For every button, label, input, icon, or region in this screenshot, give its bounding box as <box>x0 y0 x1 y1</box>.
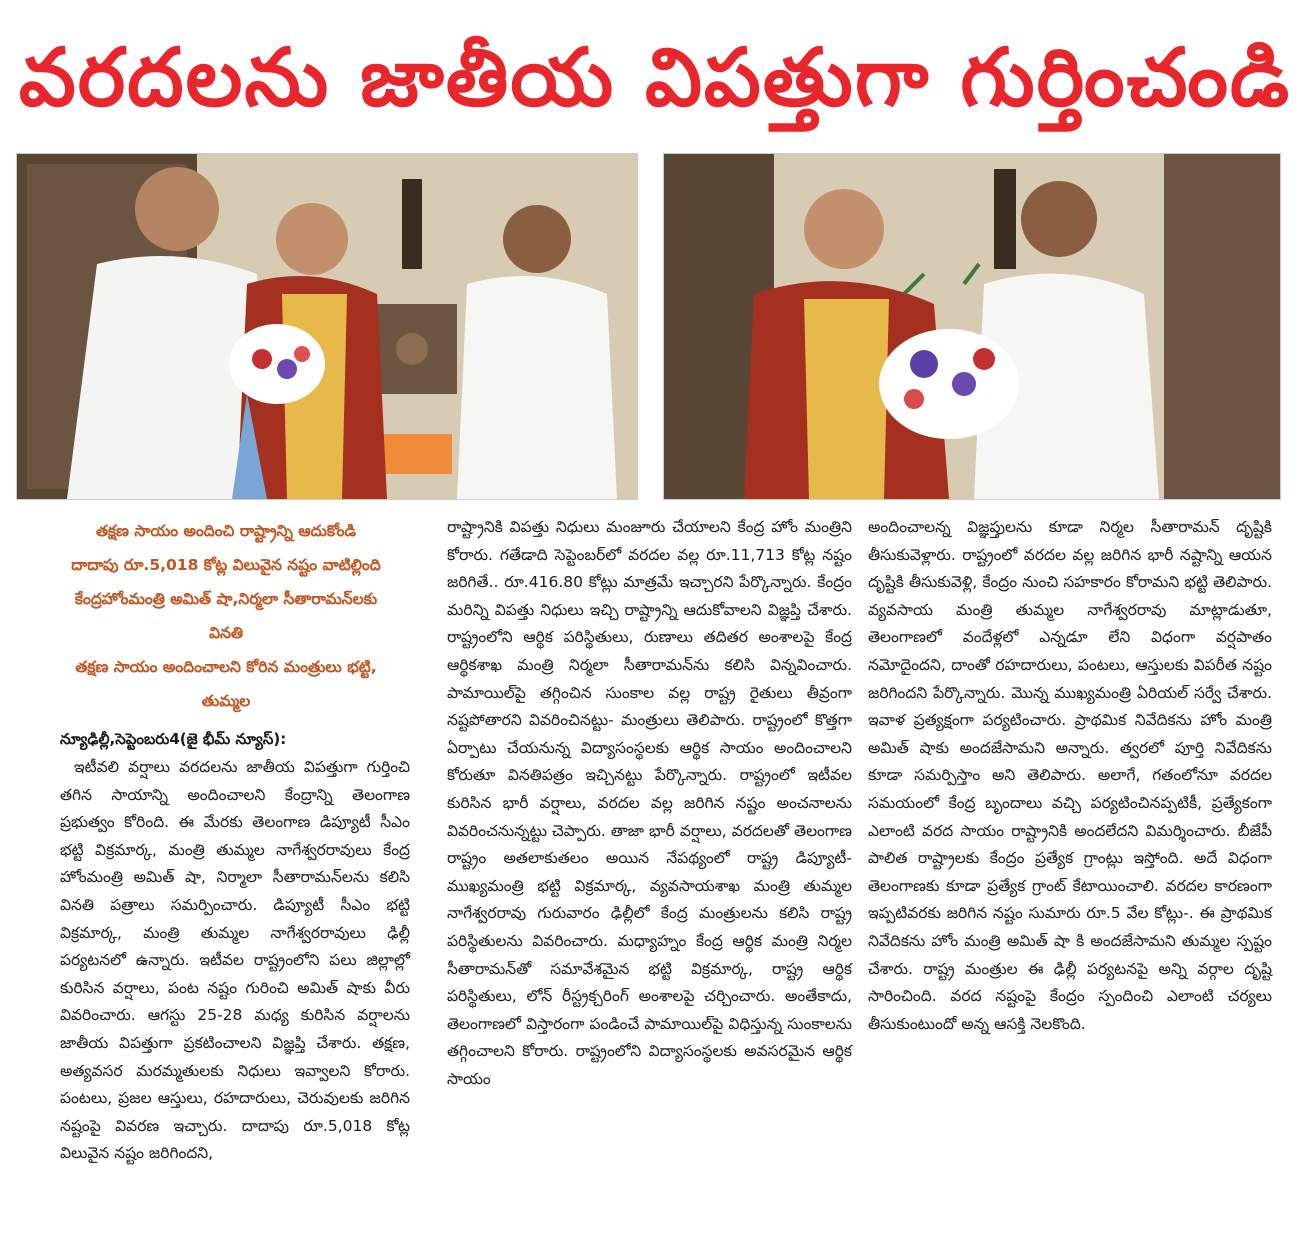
subhead-5: తక్షణ సాయం అందించాలని కోరిన మంత్రులు భట్టి, <box>75 658 377 676</box>
column-1 <box>42 514 410 1168</box>
subhead-6: తుమ్మల <box>201 692 251 710</box>
photo-right <box>663 153 1281 500</box>
subhead-1: తక్షణ సాయం అందించి రాష్ట్రాన్ని ఆదుకోండి <box>95 522 357 540</box>
article-text-column-3: అందించాలన్న విజ్ఞప్తులను కూడా నిర్మల సీతారామన్ దృష్టికి తీసుకువెళ్లారు. రాష్ట్రంలో వరదల వల్ల జరిగిన భారీ నష్టాన్ని ఆయన దృష్టికి తీసుకువెళ్లి, కేంద్రం నుంచి సహకారం కోరామని భట్టి తెలిపారు. వ్యవసాయ మంత్రి తుమ్మల నాగేశ్వరరావు మాట్లాడుతూ, తెలంగాణలో వందేళ్లలో ఎన్నడూ లేని విధంగా వర్షపాతం నమోదైందని, దాంతో రహదారులు, పంటలు, ఆస్తులకు విపరీత నష్టం జరిగిందని పేర్కొన్నారు. మొన్న ముఖ్యమంత్రి ఏరియల్ సర్వే చేశారు. ఇవాళ ప్రత్యక్షంగా పర్యటించారు. ప్రాథమిక నివేదికను హోం మంత్రి అమిత్ షాకు అందజేసామని అన్నారు. త్వరలో పూర్తి నివేదికను కూడా సమర్పిస్తాం అని తెలిపారు. అలాగే, గతంలోనూ వరదల సమయంలో కేంద్ర బృందాలు వచ్చి పర్యటించినప్పటికీ, ప్రత్యేకంగా ఎలాంటి వరద సాయం రాష్ట్రానికి అందలేదని విమర్శించారు. బీజేపీ పాలిత రాష్ట్రాలకు కేంద్రం ప్రత్యేక గ్రాంట్లు ఇస్తోంది. అదే విధంగా తెలంగాణకు కూడా ప్రత్యేక గ్రాంట్ కేటాయించాలి. వరదల కారణంగా ఇప్పటివరకు జరిగిన నష్టం సుమారు రూ.5 వేల కోట్లు-. ఈ ప్రాథమిక నివేదికను హోం మంత్రి అమిత్ షా కి అందజేసామని తుమ్మల స్పష్టం చేశారు. రాష్ట్ర మంత్రుల ఈ ఢిల్లీ పర్యటనపై అన్ని వర్గాల దృష్టి సారించింది. వరద నష్టంపై కేంద్రం స్పందించి ఎలాంటి చర్యలు తీసుకుంటుందో అన్న ఆసక్తి నెలకొంది. <box>868 518 1272 1033</box>
photo-right-image <box>664 154 1280 499</box>
column-3 <box>868 514 1272 1038</box>
photo-left-image <box>17 154 637 499</box>
headline: వరదలను జాతీయ విపత్తుగా గుర్తించండి <box>18 31 1292 124</box>
photo-left <box>16 153 638 500</box>
subhead-4: వినతి <box>208 624 244 642</box>
article-text-column-1: ఇటీవలి వర్షాలు వరదలను జాతీయ విపత్తుగా గుర్తించి తగిన సాయాన్ని అందించాలని కేంద్రాన్ని తెలంగాణ ప్రభుత్వం కోరింది. ఈ మేరకు తెలంగాణ డిప్యూటీ సీఎం భట్టి విక్రమార్క, మంత్రి తుమ్మల నాగేశ్వరరావులు కేంద్ర హోంమంత్రి అమిత్ షా, నిర్మాలా సీతారామన్‌లను కలిసి వినతి పత్రాలు సమర్పించారు. డిప్యూటీ సీఎం భట్టి విక్రమార్క, మంత్రి తుమ్మల నాగేశ్వరరావులు ఢిల్లీ పర్యటనలో ఉన్నారు. ఇటీవల రాష్ట్రంలోని పలు జిల్లాల్లో కురిసిన వర్షాలు, పంట నష్టం గురించి అమిత్ షాకు వీరు వివరించారు. ఆగస్టు 25-28 మధ్య కురిసిన వర్షాలను జాతీయ విపత్తుగా ప్రకటించాలని విజ్ఞప్తి చేశారు. తక్షణ, అత్యవసర మరమ్మతులకు నిధులు ఇవ్వాలని కోరారు. పంటలు, ప్రజల ఆస్తులు, రహదారులు, చెరువులకు జరిగిన నష్టంపై వివరణ ఇచ్చారు. దాదాపు రూ.5,018 కోట్ల విలువైన నష్టం జరిగిందని, <box>60 758 410 1163</box>
dateline: న్యూఢిల్లీ,సెప్టెంబరు4(జై భీమ్ న్యూస్): <box>60 730 287 748</box>
subhead-3: కేంద్రహోంమంత్రి అమిత్ షా,నిర్మలా సీతారామన్‌లకు <box>74 590 378 608</box>
column-2 <box>447 514 852 1093</box>
article-text-column-2: రాష్ట్రానికి విపత్తు నిధులు మంజూరు చేయాలని కేంద్ర హోం మంత్రిని కోరారు. గతేడాది సెప్టెంబర్‌లో వరదల వల్ల రూ.11,713 కోట్ల నష్టం జరిగితే.. రూ.416.80 కోట్లు మాత్రమే ఇచ్చారని పేర్కొన్నారు. కేంద్రం మరిన్ని విపత్తు నిధులు ఇచ్చి రాష్ట్రాన్ని ఆదుకోవాలని విజ్ఞప్తి చేశారు. రాష్ట్రంలోని ఆర్థిక పరిస్థితులు, రుణాలు తదితర అంశాలపై కేంద్ర ఆర్థికశాఖ మంత్రి నిర్మలా సీతారామన్‌ను కలిసి విన్నవించారు. పామాయిల్‌పై తగ్గించిన సుంకాల వల్ల రాష్ట్ర రైతులు తీవ్రంగా నష్టపోతారని వివరించినట్టు- మంత్రులు తెలిపారు. రాష్ట్రంలో కొత్తగా ఏర్పాటు చేయనున్న విద్యాసంస్థలకు ఆర్థిక సాయం అందించాలని కోరుతూ వినతిపత్రం ఇచ్చినట్టు పేర్కొన్నారు. రాష్ట్రంలో ఇటీవల కురిసిన భారీ వర్షాలు, వరదల వల్ల జరిగిన నష్టం అంచనాలను వివరించనున్నట్టు చెప్పారు. తాజా భారీ వర్షాలు, వరదలతో తెలంగాణ రాష్ట్రం అతలాకుతలం అయిన నేపథ్యంలో రాష్ట్ర డిప్యూటీ- ముఖ్యమంత్రి భట్టి విక్రమార్క, వ్యవసాయశాఖ మంత్రి తుమ్మల నాగేశ్వరరావు గురువారం ఢిల్లీలో కేంద్ర మంత్రులను కలిసి రాష్ట్ర పరిస్థితులను వివరించారు. మధ్యాహ్నం కేంద్ర ఆర్థిక మంత్రి నిర్మల సీతారామన్‌తో సమావేశమైన భట్టి విక్రమార్క, రాష్ట్ర ఆర్థిక పరిస్థితులు, లోన్ రీస్ట్రక్చరింగ్ అంశాలపై చర్చించారు. అంతేకాదు, తెలంగాణలో విస్తారంగా పండించే పామాయిల్‌పై విధిస్తున్న సుంకాలను తగ్గించాలని కోరారు. రాష్ట్రంలోని విద్యాసంస్థలకు అవసరమైన ఆర్థిక సాయం <box>447 518 852 1088</box>
subhead-2: దాదాపు రూ.5,018 కోట్ల విలువైన నష్టం వాటిల్లింది <box>71 556 381 574</box>
